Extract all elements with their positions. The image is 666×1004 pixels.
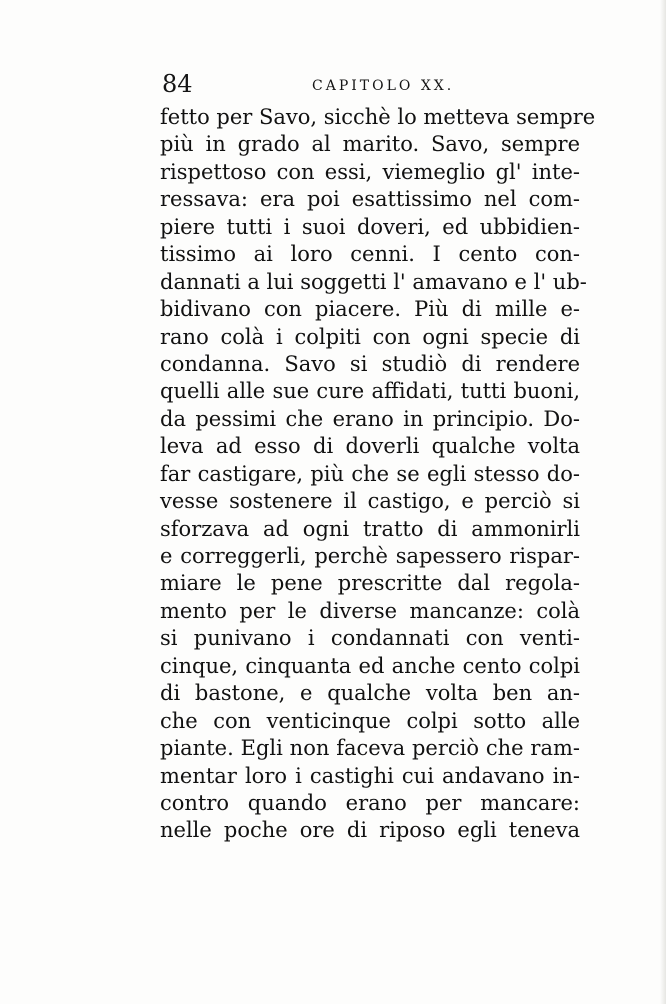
text-line: far castigare, più che se egli stesso do- <box>160 461 580 486</box>
text-line: che con venticinque colpi sotto alle <box>160 708 580 733</box>
text-line: mento per le diverse mancanze: colà <box>160 598 580 623</box>
text-line: di bastone, e qualche volta ben an- <box>160 681 580 706</box>
text-line: ressava: era poi esattissimo nel com- <box>160 187 580 212</box>
text-line: si punivano i condannati con venti- <box>160 626 580 651</box>
text-line: piante. Egli non faceva perciò che ram- <box>160 736 580 761</box>
text-line: fetto per Savo, sicchè lo metteva sempre <box>160 105 596 129</box>
page-edge-shadow <box>660 0 666 1004</box>
page-number: 84 <box>162 70 193 98</box>
page-header <box>162 70 582 100</box>
text-line: cinque, cinquanta ed anche cento colpi <box>160 653 580 678</box>
text-line: quelli alle sue cure affidati, tutti buoni, <box>160 379 580 404</box>
text-line: mentar loro i castighi cui andavano in- <box>160 763 580 788</box>
text-line: leva ad esso di doverli qualche volta <box>160 434 580 459</box>
text-line: più in grado al marito. Savo, sempre <box>160 132 580 157</box>
text-line: piere tutti i suoi doveri, ed ubbidien- <box>160 214 580 239</box>
text-line: dannati a lui soggetti l' amavano e l' ub- <box>160 269 587 294</box>
body-text <box>160 104 596 845</box>
text-line: bidivano con piacere. Più di mille e- <box>160 297 580 322</box>
text-line: e correggerli, perchè sapessero rispar- <box>160 544 580 568</box>
text-line: tissimo ai loro cenni. I cento con- <box>160 242 580 267</box>
text-line: rano colà i colpiti con ogni specie di <box>160 324 580 349</box>
text-line: da pessimi che erano in principio. Do- <box>160 406 580 431</box>
text-line: miare le pene prescritte dal regola- <box>160 571 580 596</box>
text-line: rispettoso con essi, viemeglio gl' inte- <box>160 159 580 184</box>
text-line: nelle poche ore di riposo egli teneva <box>160 818 580 843</box>
text-line: vesse sostenere il castigo, e perciò si <box>160 489 580 514</box>
running-head: CAPITOLO XX. <box>312 78 455 94</box>
text-line: sforzava ad ogni tratto di ammonirli <box>160 516 580 541</box>
text-line: contro quando erano per mancare: <box>160 790 580 815</box>
text-line: condanna. Savo si studiò di rendere <box>160 351 580 376</box>
